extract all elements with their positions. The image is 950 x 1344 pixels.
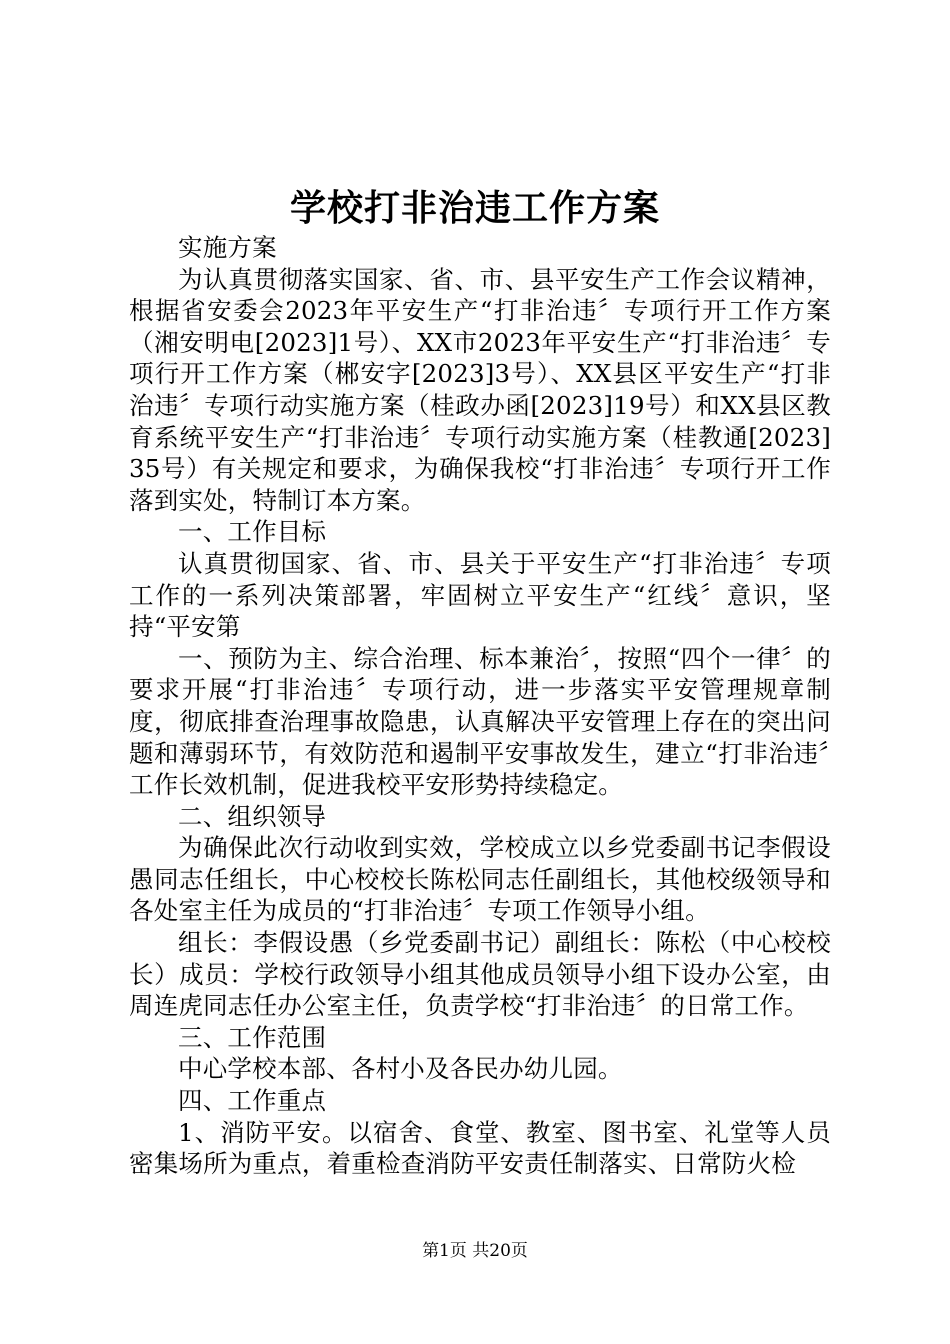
section-heading: 三、工作范围 — [178, 1022, 327, 1052]
paragraph: 实施方案 — [178, 233, 277, 262]
section-heading: 二、组织领导 — [178, 801, 327, 831]
paragraph: 为确保此次行动收到实效，学校成立以乡党委副书记李假设愚同志任组长，中心校校长陈松同志任副组长，其他校级领导和各处室主任为成员的“打非治违〞专项工作领导小组。 — [129, 833, 831, 926]
paragraph: 中心学校本部、各村小及各民办幼儿园。 — [178, 1054, 623, 1084]
paragraph: 组长：李假设愚（乡党委副书记）副组长：陈松（中心校校长）成员：学校行政领导小组其他成员领导小组下设办公室，由周连虎同志任办公室主任，负责学校“打非治违〞的日常工作。 — [129, 928, 831, 1021]
paragraph: 认真贯彻国家、省、市、县关于平安生产“打非治违〞专项工作的一系列决策部署，牢固树立平安生产“红线〞意识，坚持“平安第 — [129, 548, 831, 642]
page-number-footer: 第1页 共20页 — [422, 1241, 528, 1261]
paragraph: 一、预防为主、综合治理、标本兼治〞，按照“四个一律〞的要求开展“打非治违〞专项行动，进一步落实平安管理规章制度，彻底排查治理事故隐患，认真解决平安管理上存在的突出问题和薄弱环节，有效防范和遏制平安事故发生，建立“打非治违〞工作长效机制，促进我校平安形势持续稳定。 — [129, 643, 831, 800]
document-body — [129, 232, 831, 1180]
paragraph: 1、消防平安。以宿舍、食堂、教室、图书室、礼堂等人员密集场所为重点，着重检查消防平安责任制落实、日常防火检 — [129, 1117, 831, 1179]
section-heading: 一、工作目标 — [178, 517, 327, 547]
section-heading: 四、工作重点 — [178, 1086, 327, 1116]
document-title: 学校打非治违工作方案 — [289, 187, 660, 229]
paragraph: 为认真贯彻落实国家、省、市、县平安生产工作会议精神，根据省安委会2023年平安生产“打非治违〞专项行开工作方案（湘安明电[2023]1号）、XX市2023年平安生产“打非治违〞专项行开工作方案（郴安字[2023]3号）、XX县区平安生产“打非治违〞专项行动实施方案（桂政办函[2023]19号）和XX县区教育系统平安生产“打非治违〞专项行动实施方案（桂教通[2023]35号）有关规定和要求，为确保我校“打非治违〞专项行开工作落到实处，特制订本方案。 — [129, 264, 831, 515]
